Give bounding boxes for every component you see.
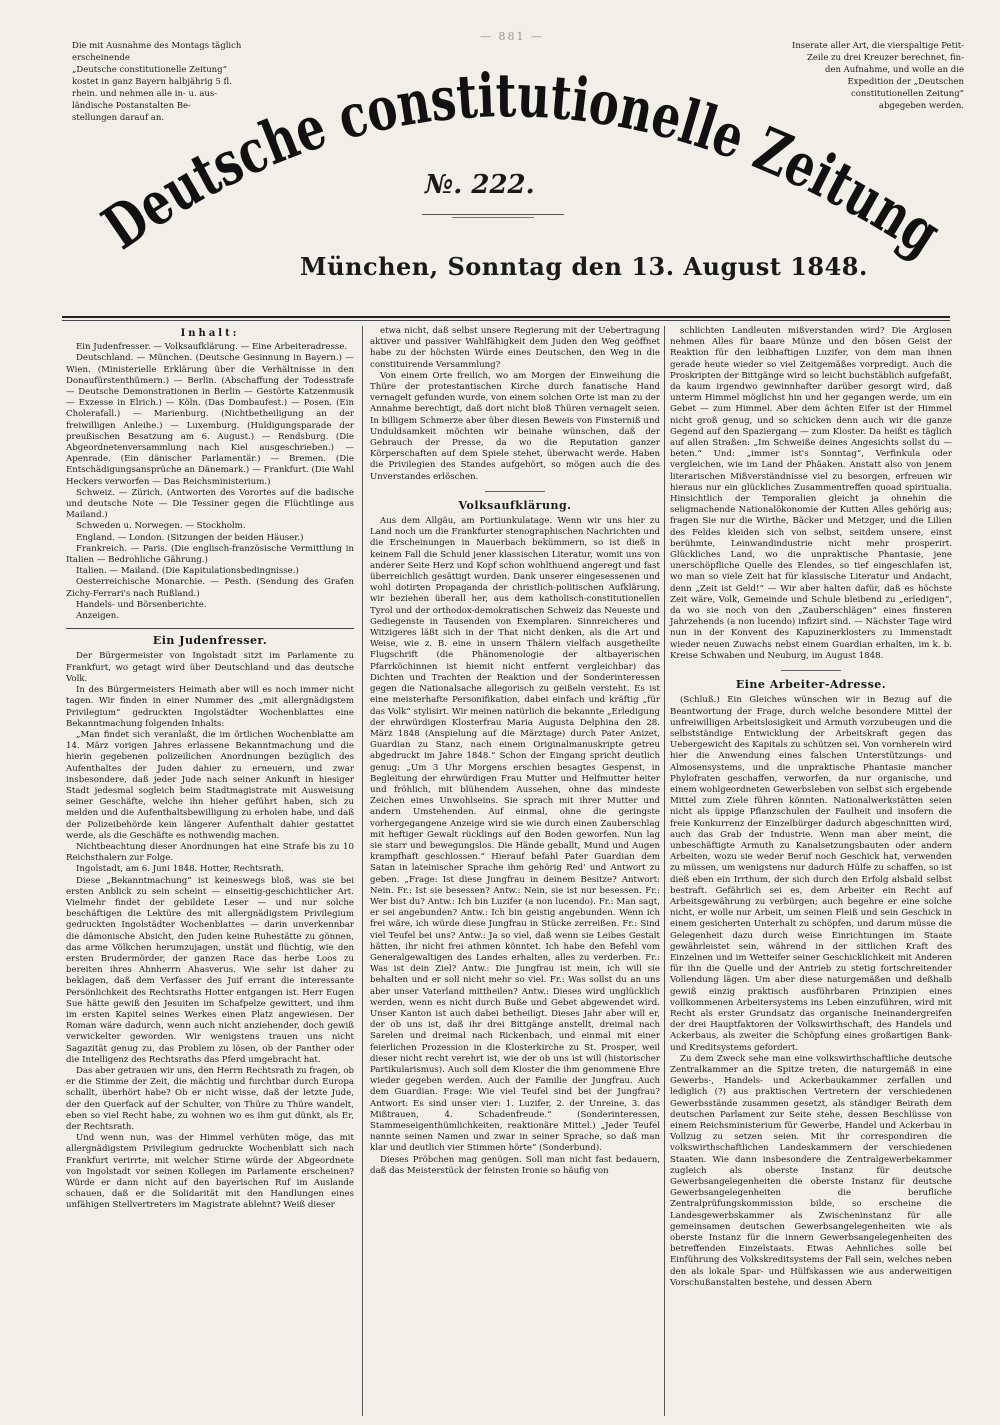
contents-entry: England. — London. (Sitzungen der beiden Häuser.) — [76, 532, 304, 543]
article-paragraph: Nichtbeachtung dieser Anordnungen hat eine Strafe bis zu 10 Reichsthalern zur Folge. — [66, 841, 354, 864]
contents-title: Inhalt: — [180, 328, 240, 339]
article-paragraph: etwa nicht, daß selbst unsere Regierung mit der Uebertragung aktiver und passiver Wahlfähigkeit dem Juden den Weg geöffnet habe zu der höchsten Würde eines Deutschen, den Weg in die constituirende Versammlung? — [370, 326, 660, 370]
contents-entry: Italien. — Mailand. (Die Kapitulationsbedingnisse.) — [76, 566, 299, 577]
article-paragraph: Das aber getrauen wir uns, den Herrn Rechtsrath zu fragen, ob er die Stimme der Zeit, die mächtig und furchtbar durch Europa schallt, überhört habe? Ob er nicht wisse, daß der letzte Jude, der den Querfack auf der Schulter, von Thüre zu Thüre wandelt, eben so viel Recht habe, zu wohnen wo es ihm gut dünkt, als Er, der Rechtsrath. — [66, 1066, 354, 1133]
contents-entry: Frankreich. — Paris. (Die englisch-französische Vermittlung in Italien — Bedrohliche Gährung.) — [66, 543, 354, 566]
article-paragraph: „Man findet sich veranlaßt, die im örtlichen Wochenblatte am 14. März vorigen Jahres erlassene Bekanntmachung und die hierin gegebenen polizeilichen Anordnungen bezüglich des Aufenthaltes der Juden dahier zu erneuern, und zwar insbesondere, daß jeder Jude nach seiner Ankunft in hiesiger Stadt jedesmal sogleich beim Stadtmagistrate mit Ausweisung seiner Geschäfte, welche ihn hieher geführt haben, sich zu melden und die Aufenthaltsbewilligung zu erholen habe, und daß der Polizeibehörde kein längerer Aufenthalt dahier gestattet werde, als die Geschäfte es nothwendig machen. — [66, 729, 354, 841]
page-number: — 881 — — [480, 30, 544, 43]
issue-number: №. 222. — [425, 170, 535, 200]
article-paragraph: Der Bürgermeister von Ingolstadt sitzt im Parlamente zu Frankfurt, wo getagt wird über Deutschland und das deutsche Volk. — [66, 651, 354, 684]
contents-entry: Schweden u. Norwegen. — Stockholm. — [76, 521, 246, 532]
section-divider — [485, 491, 545, 492]
advertising-note: Inserate aller Art, die vierspaltige Petit- Zeile zu drei Kreuzer berechnet, fin- den Aufnahme, und wolle an die Expedition der „Deutschen constitutionellen Zeitung“ abgegeben werden. — [791, 41, 964, 111]
article-paragraph: (Schluß.) Ein Gleiches wünschen wir in Bezug auf die Beantwortung der Frage, durch welche besondere Mittel der unfreiwilligen Arbeitslosigkeit und Armuth vorzubeugen und die selbstständige Entwicklung der Arbeitskraft gegen das Uebergewicht des Kapitals zu schützen sei. Von vornherein wird hier die Anwendung eines falschen Unterstützungs- und Almosensystems, und die unpraktische Phantasie mancher Phylofraten geschaffen, verworfen, da nur organische, und einem wohlgeordneten Gewerbsleben von selbst sich ergebende Mittel zum Ziele führen könnten. Nationalwerkstätten seien nicht als üppige Pflanzschulen der Faulheit und insofern die freie Konkurrenz der Einzelbürger dadurch abgeschnitten wird, auch das Grab der Industrie. Wenn man aber meint, die unbeschäftigte Armuth zu Kanalsetzungsbauten oder andern Arbeiten, wozu sie weder Beruf noch Geschick hat, verwenden zu müssen, um wenigstens nur dadurch Hülfe zu schaffen, so ist dieß eben ein Irrthum, der sich durch den Erfolg alsbald selbst bestraft. Gefährlich sei es, dem Arbeiter ein Recht auf Arbeitsgewährung zu verbürgen; auch begehre er eine solche nicht, er wolle nur Arbeit, um seinen Fleiß und sein Geschick in einem gesicherten Unterhalt zu schöpfen, und darum müsse die Gelegenheit dazu durch weise Einrichtungen im Staate gewährleistet sein, während in der sittlichen Kraft des Einzelnen und im Wetteifer seiner Geschicklichkeit mit Anderen für ihn die Quelle und der Antrieb zu stetig fortschreitender Vollendung lägen. Um aber diese naturgemäßen und deßhalb gewiß einzig praktisch ausführbaren Prinzipien eines vollkommenen Arbeitersystems ins Leben einzuführen, wird mit Recht als erster Grundsatz das organische Ineinandergreifen der drei Hauptfaktoren der Volkswirthschaft, des Handels und Ackerbaus, als zweiter die Schöpfung eines großartigen Bank- und Kreditsystems gefordert. — [670, 695, 952, 1053]
top-rule — [62, 316, 950, 318]
article-paragraph: schlichten Landleuten mißverstanden wird? Die Arglosen nehmen Alles für baare Münze und den bösen Geist der Reaktion für den leibhaftigen Luzifer, von dem man ihnen gerade heute wieder so viel Zeitgemäßes vorpredigt. Auch die Proskripten der Bittgänge wird so leicht buchstäblich aufgefaßt, da kaum irgendwo gewinnhafter darüber gesorgt wird, daß unterm Himmel möglichst hin und her gegangen werde, um ein Gebet — zum Himmel. Aber dem ächten Eifer ist der Himmel nicht groß genug, und so schicken denn auch wir die ganze Gegend auf den Spaziergang — zum Kloster. Da heißt es täglich auf allen Straßen: „Im Schweiße deines Angesichts sollst du — beten.“ Und: „immer ist's Sonntag“, Verfinkula oder vergleichen, wie im Land der Phäaken. Anstatt also von jenem literarischen Mißverständnisse viel zu besorgen, erfreuen wir hieraus nur ein glückliches Zusammentreffen quoad spiritualia. Hinsichtlich der Temporalien gleicht ja ohnehin die seligmachende Nationalökonomie der Kutten Alles gehörig aus; fragen Sie nur die Wirthe, Bäcker und Metzger, und die Lilien des Feldes kleiden sich von selbst, seitdem unsere, einst berühmte, Leinwandindustrie nicht mehr prosperirt. Glückliches Land, wo die unpraktische Phantasie, jene unerschöpfliche Quelle des Elendes, so tief eingeschlafen ist, wo man so viele Zeit hat für klassische Literatur und Andacht, denn „Zeit ist Geld!“ — Wir aber halten dafür, daß es höchste Zeit wäre, Volk, Gemeinde und Schule bleibend zu „erledigen“, da wo sie noch von den „Zauberschlägen“ eines finsteren Jahrzehends (a non lucendo) infizirt sind. — Nächster Tage wird nun in der Konvent des Kapuzinerklosters zu Immenstadt wieder neuen Zuwachs nebst einem Guardian erhalten, im k. b. Kreise Schwaben und Neuburg, im August 1848. — [670, 326, 952, 661]
subscription-note: Die mit Ausnahme des Montags täglich erscheinende „Deutsche constitutionelle Zeitung“ kostet in ganz Bayern halbjährig 5 fl. rhein. und nehmen alle in- u. aus- ländische Postanstalten Be- stellungen darauf an. — [72, 41, 242, 123]
article-paragraph: In des Bürgermeisters Heimath aber will es noch immer nicht tagen. Wir finden in einer Nummer des „mit allergnädigstem Privilegium“ gedruckten Ingolstädter Wochenblattes eine Bekanntmachung folgenden Inhalts: — [66, 685, 354, 729]
dateline: München, Sonntag den 13. August 1848. — [300, 252, 868, 281]
section-divider — [781, 670, 841, 671]
article-paragraph: Von einem Orte freilich, wo am Morgen der Einweihung die Thüre der protestantischen Kirche durch fanatische Hand vernagelt gefunden wurde, von einem solchen Orte ist man zu der Annahme berechtigt, daß dort nicht bloß Thüren vernagelt seien. In billigem Schmerze aber über diesen Beweis von Finsterniß und Unduldsamkeit möchten wir beinahe wünschen, daß der Gebrauch der Presse, da wo die Reputation ganzer Körperschaften auf dem Spiele stehet, überwacht werde. Haben die Privilegien des Standes aufgehört, so mögen auch die des Unverstandes erlöschen. — [370, 370, 660, 482]
contents-entry: Deutschland. — München. (Deutsche Gesinnung in Bayern.) — Wien. (Ministerielle Erklärung über die Verhältnisse in den Donaufürstenthümern.) — Berlin. (Abschaffung der Todesstrafe — Deutsche Demonstrationen in Berlin — Gestörte Katzenmusik — Exzesse in Elrich.) — Köln. (Das Dombaufest.) — Posen. (Ein Cholerafall.) — Marienburg. (Nichtbetheiligung an der freiwilligen Anleihe.) — Luxemburg. (Huldigungsparade der preußischen Besatzung am 6. August.) — Rendsburg. (Die Abgeordnetenversammlung nach Kiel ausgeschrieben.) — Apenrade. (Ein dänischer Parlamentär.) — Bremen. (Die Entschädigungsansprüche an Dänemark.) — Frankfurt. (Die Wahl Heckers verworfen — Das Reichsministerium.) — [66, 353, 354, 487]
article-paragraph: Aus dem Allgäu, am Portiunkulatage. Wenn wir uns hier zu Land noch um die Frankfurter stenographischen Nachrichten und die Erscheinungen in Mauerbach bekümmern, so ist dieß in keinem Fall die Schuld jener klassischen Literatur, womit uns von anderer Seite Herz und Kopf schon wohlthuend angeregt und fast überreichlich gesättigt wurden. Dank unserer eingesessenen und wohl dotirten Propaganda der christlich-politischen Aufklärung, wir beziehen überall her, aus dem katholisch-constitutionellen Tyrol und der orthodox-demokratischen Schweiz das Neueste und Gediegenste in Tausenden von Exemplaren. Sinnreicheres und Witzigeres läßt sich in der That nicht denken, als die Art und Weise, wie z. B. eine in unsern Thälern vielfach ausgetheilte Flugschrift (die Phänomenologie der altbayerischen Pfarrköchinnen ist hiemit nicht entfernt vergleichbar) das Dichten und Trachten der Reaktion und der Sonderinteressen gegen die Nationalsache allegorisch zu geißeln versteht. Es ist eine meisterhafte Personifikation, dabei einfach und kräftig „für das Volk“ stylisirt. Wir meinen natürlich die bekannte „Erledigung der ehrwürdigen Klosterfrau Maria Augusta Delphina den 28. März 1848 (Anspielung auf die Märztage) durch Pater Anizet, Guardian zu Stanz, nach einem Originalmanuskripte getreu abgedruckt im Jahre 1848.“ Schon der Eingang spricht deutlich genug: „Um 3 Uhr Morgens erschien besagtes Gespenst, in Begleitung der ehrwürdigen Frau Mutter und Helfmutter heiter und fröhlich, mit blühendem Aussehen, ohne das mindeste Zeichen eines Unwohlseins. Sie sprach mit ihrer Mutter und andern Umstehenden. Auf einmal, ohne die geringste vorhergegangene Anzeige wird sie wie durch einen Zauberschlag mit heftiger Gewalt rücklings auf den Boden geworfen. Nun lag sie starr und bewegungslos. Die Hände geballt, Mund und Augen krampfhaft geschlossen.“ Hierauf befahl Pater Guardian dem Satan in lateinischer Sprache ihm gehörig Red' und Antwort zu geben. „Frage: Ist diese Jungfrau in deinem Besitze? Antwort: Nein. Fr.: Ist sie besessen? Antw.: Nein, sie ist nur besessen. Fr.: Wer bist du? Antw.: Ich bin Luzifer (a non lucendo). Fr.: Man sagt, er sei angebunden? Antw.: Ich bin geistig angebunden. Wenn ich frei wäre, ich würde diese Jungfrau in Stücke zerreißen. Fr.: Sind viel Teufel bei uns? Antw.: Ja so viel, daß wenn sie Leibes Gestalt hätten, ihr nicht frei athmen könntet. Ich habe den Befehl vom Generalgewaltigen des Landes erhalten, alles zu verderben. Fr.: Was ist dein Ziel? Antw.: Die Jungfrau ist mein, ich will sie behalten und er soll nicht mehr so viel. Fr.: Was sollst du an uns aber unser Vaterland mittheilen? Antw.: Dieses wird unglücklich werden, wenn es nicht durch Buße und Gebet abgewendet wird. Unser Kanton ist auch dabei betheiligt. Dieses Jahr aber will er, der ob uns ist, daß ihr drei Bittgänge anstellt, dreimal nach Sarelen und dreimal nach Rickenbach, und einmal mit einer feierlichen Prozession in die Klosterkirche zu St. Prosper, weil dieser nicht recht verehrt ist, wie der ob uns ist will (historischer Partikularismus). Auch soll dem Kloster die ihm genommene Ehre wieder gegeben werden. Auch der Familie der Jungfrau. Auch dem Guardian. Frage: Wie viel Teufel sind bei der Jungfrau? Antwort: Es sind unser vier: 1. Luzifer, 2. der Unreine, 3. das Mißtrauen, 4. Schadenfreude.“ (Sonderinteressen, Stammeseigenthümlichkeiten, reaktionäre Mittel.) „Jeder Teufel nannte seinen Namen und zwar in seiner Sprache, so daß man klar und deutlich vier Stimmen hörte“ (Sonderbund). — [370, 516, 660, 1154]
contents-entry: Handels- und Börsenberichte. — [76, 599, 207, 610]
column-rule-2 — [664, 326, 665, 1416]
article-title: Ein Judenfresser. — [152, 634, 268, 648]
article-paragraph: Zu dem Zweck sehe man eine volkswirthschaftliche deutsche Zentralkammer an die Spitze treten, die naturgemäß in eine Gewerbs-, Handels- und Ackerbaukammer zerfallen und lediglich (?) aus praktischen Vertretern der verschiedenen Gewerbsstände zusammen gesetzt, als ständiger Beirath dem deutschen Parlament zur Seite stehe, dessen Beschlüsse von einem Reichsministerium für Gewerbe, Handel und Ackerbau in Vollzug zu setzen seien. Mit ihr correspondiren die volkswirthschaftlichen Landeskammern der verschiedenen Staaten. Wie dann insbesondere die Zentralgewerbekammer zugleich als oberste Instanz für deutsche Gewerbsangelegenheiten die oberste Instanz für deutsche Gewerbsangelegenheiten die berufliche Zentralprüfungskommission bilde, so erscheine die Landesgewerbskammer als Zwischeninstanz für alle gemeinsamen deutschen Gewerbsangelegenheiten wie als oberste Instanz für die innern Gewerbsangelegenheiten des betreffenden Einzelstaats. Etwas Aehnliches solle bei Einführung des Volkskreditsystems der Fall sein, welches neben den als lokale Spar- und Hülfskassen wie aus anderweitigen Vorschußanstalten bestehe, und dessen Abern — [670, 1053, 952, 1288]
column-2 — [370, 326, 660, 1177]
top-rule-secondary — [62, 320, 950, 321]
article-paragraph: Dieses Pröbchen mag genügen. Soll man nicht fast bedauern, daß das Meisterstück der feinsten Ironie so häufig von — [370, 1154, 660, 1176]
article-paragraph: Ingolstadt, am 6. Juni 1848. Hotter, Rechtsrath. — [76, 864, 285, 875]
column-rule-1 — [362, 326, 363, 1416]
section-divider — [66, 628, 354, 629]
newspaper-title — [90, 61, 962, 275]
flourish-divider — [422, 214, 564, 215]
contents-entry: Schweiz. — Zürich. (Antworten des Vorortes auf die badische und deutsche Note — Die Tessiner gegen die Flüchtlinge aus Mailand.) — [66, 487, 354, 521]
article-title: Volksaufklärung. — [458, 498, 572, 512]
article-title: Eine Arbeiter-Adresse. — [735, 678, 887, 692]
column-3 — [670, 326, 952, 1289]
newspaper-title-text: Deutsche constitutionelle Zeitung — [90, 61, 962, 275]
article-paragraph: Diese „Bekanntmachung“ ist keineswegs bloß, was sie bei ersten Anblick zu sein scheint — einseitig-geschichtlicher Art. Vielmehr findet der gebildete Leser — und nur solche beschäftigen die Lektüre des mit allergnädigstem Privilegium gedruckten Ingolstädter Wochenblattes — darin unverkennbar die dämonische Absicht, den Juden keine Ruhestätte zu gönnen, das arme Völkchen herumzujagen, unstät und flüchtig, wie den ersten Brudermörder, der ganzen Race das herbe Loos zu bereiten ihres Ahnherrn Ahasverus. Wie sehr ist daher zu beklagen, daß dem Verfasser des Juif errant die interessante Persönlichkeit des Rechtsraths Hotter entgangen ist. Herr Eugen Sue hätte gewiß den Jesuiten im Schafpelze gewittert, und ihm im ersten Kapitel seines Werkes einen Platz angewiesen. Der Roman wäre dadurch, wenn auch nicht anziehender, doch gewiß verwickelter geworden. Wir wenigstens trauen uns nicht Sagazität genug zu, das Problem zu lösen, ob der Panther oder die Intelligenz des Rechtsraths das Pferd umgebracht hat. — [66, 875, 354, 1065]
article-paragraph: Und wenn nun, was der Himmel verhüten möge, das mit allergnädigstem Privilegium gedruckte Wochenblatt sich nach Frankfurt verirrte, mit welcher Stirne würde der Abgeordnete von Ingolstadt vor seinen Kollegen im Parlamente erscheinen? Würde er dann nicht auf den bayerischen Ruf im Auslande schauen, daß er die Solidarität mit den Handlungen eines unfähigen Stellvertreters im Magistrate ablehnt? Weiß dieser — [66, 1133, 354, 1211]
contents-entry: Ein Judenfresser. — Volksaufklärung. — Eine Arbeiteradresse. — [76, 342, 348, 353]
contents-entry: Oesterreichische Monarchie. — Pesth. (Sendung des Grafen Zichy-Ferrari's nach Rußland.) — [66, 577, 354, 599]
column-1 — [66, 326, 354, 1212]
contents-entry: Anzeigen. — [76, 611, 119, 622]
